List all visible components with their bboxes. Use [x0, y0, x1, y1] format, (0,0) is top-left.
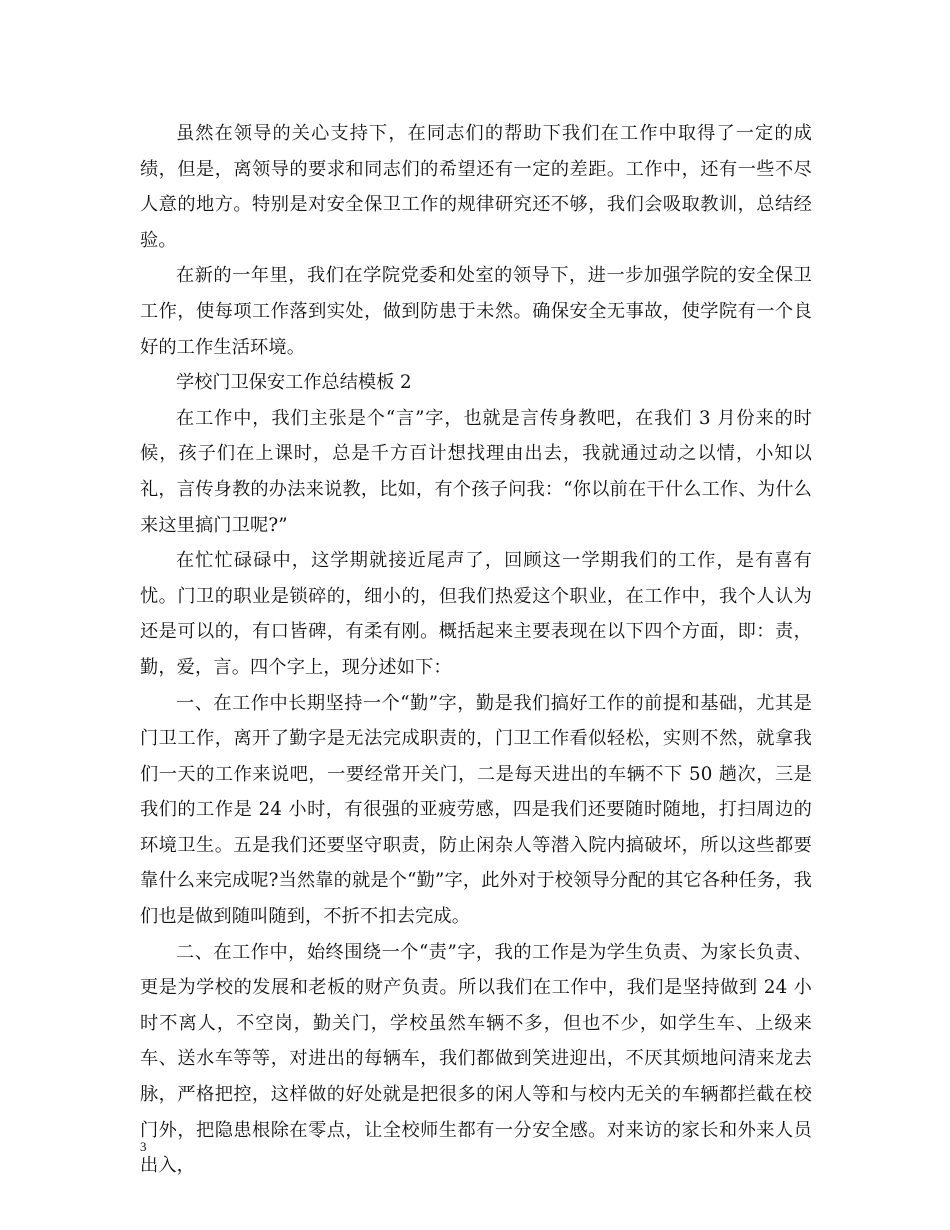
paragraph-2: 在新的一年里，我们在学院党委和处室的领导下，进一步加强学院的安全保卫工作，使每项工作落到实处，做到防患于未然。确保安全无事故，使学院有一个良好的工作生活环境。: [140, 265, 812, 358]
paragraph-5: 一、在工作中长期坚持一个“勤”字，勤是我们搞好工作的前提和基础，尤其是门卫工作，离开了勤字是无法完成职责的，门卫工作看似轻松，实则不然，就拿我们一天的工作来说吧，一要经常开关门，二是每天进出的车辆不下 50 趟次，三是我们的工作是 24 小时，有很强的亚疲劳感，四是我们还要随时随地，打扫周边的环境卫生。五是我们还要坚守职责，防止闲杂人等潜入院内搞破坏，所以这些都要靠什么来完成呢?当然靠的就是个“勤”字，此外对于校领导分配的其它各种任务，我们也是做到随叫随到，不折不扣去完成。: [140, 692, 812, 928]
paragraph-6: 二、在工作中，始终围绕一个“责”字，我的工作是为学生负责、为家长负责、更是为学校的发展和老板的财产负责。所以我们在工作中，我们是坚持做到 24 小时不离人，不空岗，勤关门，学校虽然车辆不多，但也不少，如学生车、上级来车、送水车等等，对进出的每辆车，我们都做到笑进迎出，不厌其烦地问清来龙去脉，严格把控，这样做的好处就是把很多的闲人等和与校内无关的车辆都拦截在校门外，把隐患根除在零点，让全校师生都有一分安全感。对来访的家长和外来人员出入，: [140, 941, 812, 1177]
section-heading: 学校门卫保安工作总结模板 2: [176, 372, 412, 394]
paragraph-1: 虽然在领导的关心支持下，在同志们的帮助下我们在工作中取得了一定的成绩，但是，离领导的要求和同志们的希望还有一定的差距。工作中，还有一些不尽人意的地方。特别是对安全保卫工作的规律研究还不够，我们会吸取教训，总结经验。: [140, 123, 812, 251]
document-body: [140, 116, 812, 1184]
page-number: 3: [140, 1139, 147, 1154]
paragraph-4: 在忙忙碌碌中，这学期就接近尾声了，回顾这一学期我们的工作，是有喜有忧。门卫的职业是锁碎的，细小的，但我们热爱这个职业，在工作中，我个人认为还是可以的，有口皆碑，有柔有刚。概括起来主要表现在以下四个方面，即：责，勤，爱，言。四个字上，现分述如下：: [140, 550, 812, 678]
paragraph-3: 在工作中，我们主张是个“言”字，也就是言传身教吧，在我们 3 月份来的时候，孩子们在上课时，总是千方百计想找理由出去，我就通过动之以情，小知以礼，言传身教的办法来说教，比如，有个孩子问我：“你以前在干什么工作、为什么来这里搞门卫呢?”: [140, 407, 812, 536]
